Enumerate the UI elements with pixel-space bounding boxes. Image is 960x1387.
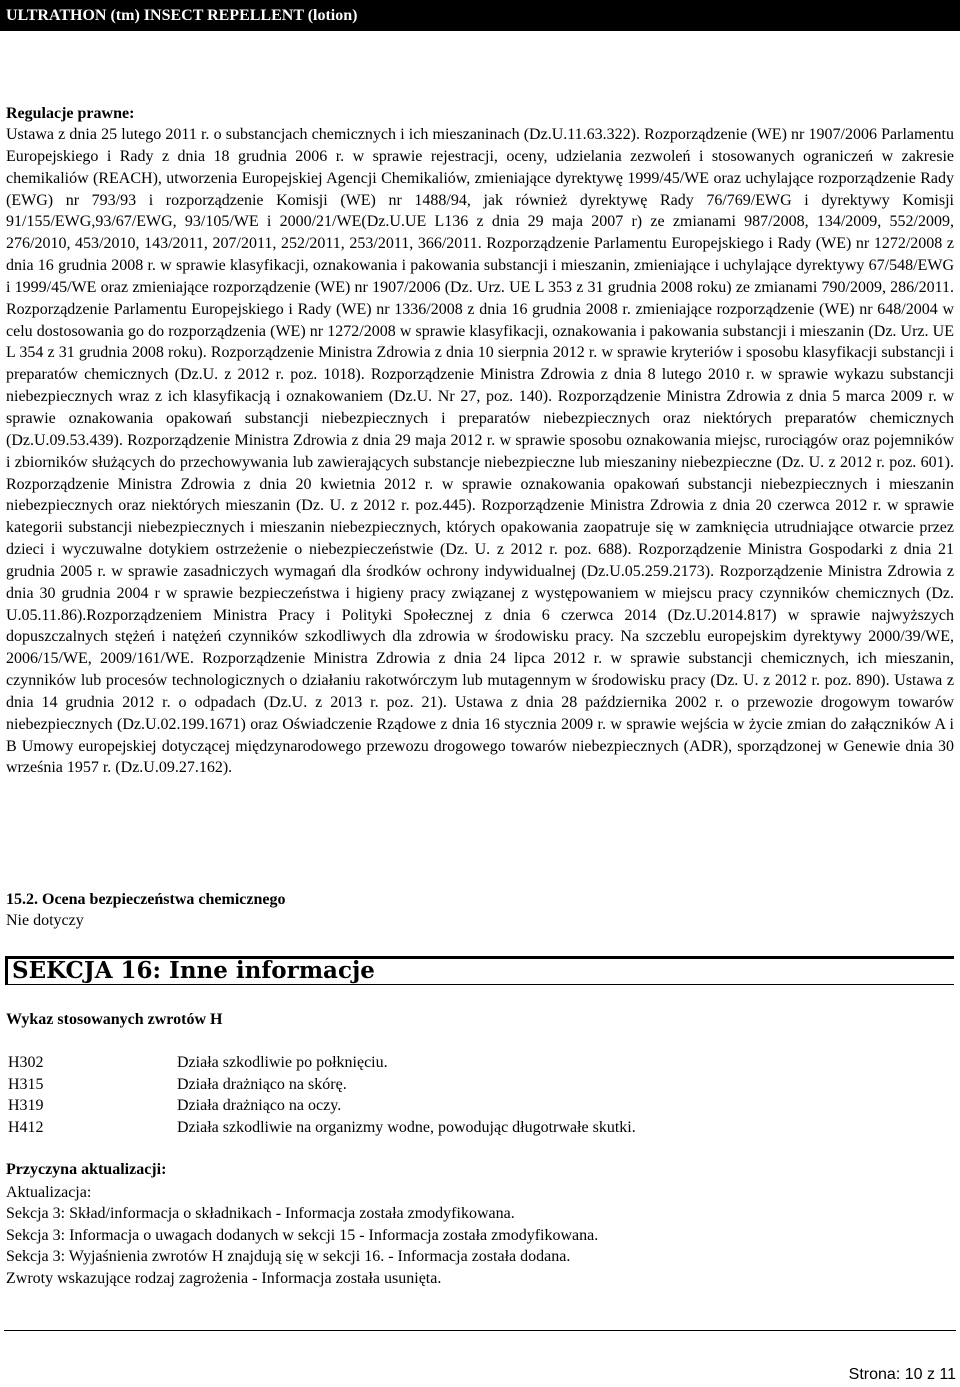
- page-number: Strona: 10 z 11: [848, 1366, 956, 1383]
- update-line: Sekcja 3: Skład/informacja o składnikach - Informacja została zmodyfikowana.: [6, 1205, 515, 1223]
- update-line: Sekcja 3: Informacja o uwagach dodanych w sekcji 15 - Informacja została zmodyfikowana.: [6, 1226, 599, 1244]
- h-statements-heading: Wykaz stosowanych zwrotów H: [6, 1011, 223, 1028]
- h-code: H315: [8, 1075, 44, 1093]
- update-reason-heading: Przyczyna aktualizacji:: [6, 1161, 167, 1178]
- regulations-heading: Regulacje prawne:: [6, 105, 135, 122]
- chemical-safety-text: Nie dotyczy: [6, 912, 84, 929]
- h-description: Działa drażniąco na oczy.: [177, 1097, 342, 1114]
- h-code: H412: [8, 1118, 44, 1136]
- h-description: Działa szkodliwie na organizmy wodne, powodując długotrwałe skutki.: [177, 1118, 636, 1136]
- h-description: Działa drażniąco na skórę.: [177, 1075, 347, 1093]
- regulations-body: Ustawa z dnia 25 lutego 2011 r. o substancjach chemicznych i ich mieszaninach (Dz.U.11.63.322). Rozporządzenie (WE) nr 1907/2006 Parlamentu Europejskiego i Rady z dnia 18 grudnia 2006 r. w sprawie rejestracji, oceny, udzielania zezwoleń i stosowanych ograniczeń w zakresie chemikaliów (REACH), utworzenia Europejskiej Agencji Chemikaliów, zmieniające dyrektywę 1999/45/WE oraz uchylające rozporządzenie Rady (EWG) nr 793/93 i rozporządzenie Komisji (WE) nr 1488/94, jak również dyrektywę Rady 76/769/EWG i dyrektywy Komisji 91/155/EWG,93/67/EWG, 93/105/WE i 2000/21/WE(Dz.U.UE L136 z dnia 29 maja 2007 r) ze zmianami 987/2008, 134/2009, 552/2009, 276/2010, 453/2010, 143/2011, 207/2011, 252/2011, 253/2011, 366/2011. Rozporządzenie Parlamentu Europejskiego i Rady (WE) nr 1272/2008 z dnia 16 grudnia 2008 r. w sprawie klasyfikacji, oznakowania i pakowania substancji i mieszanin, zmieniające i uchylające dyrektywy 67/548/EWG i 1999/45/WE oraz zmieniające rozporządzenie (WE) nr 1907/2006 (Dz. Urz. UE L 353 z 31 grudnia 2008 roku) ze zmianami 790/2009, 286/2011. Rozporządzenie Parlamentu Europejskiego i Rady (WE) nr 1336/2008 z dnia 16 grudnia 2008 r. zmieniające rozporządzenie (WE) nr 648/2004 w celu dostosowania go do rozporządzenia (WE) nr 1272/2008 w sprawie klasyfikacji, oznakowania i pakowania substancji i mieszanin (Dz. Urz. UE L 354 z 31 grudnia 2008 roku). Rozporządzenie Ministra Zdrowia z dnia 10 sierpnia 2012 r. w sprawie kryteriów i sposobu klasyfikacji substancji i preparatów chemicznych (Dz.U. z 2012 r. poz. 1018). Rozporządzenie Ministra Zdrowia z dnia 8 lutego 2010 r. w sprawie wykazu substancji niebezpiecznych wraz z ich klasyfikacją i oznakowaniem (Dz.U. Nr 27, poz. 140). Rozporządzenie Ministra Zdrowia z dnia 5 marca 2009 r. w sprawie oznakowania opakowań substancji niebezpiecznych i preparatów niebezpiecznych oraz niektórych preparatów chemicznych (Dz.U.09.53.439). Rozporządzenie Ministra Zdrowia z dnia 29 maja 2012 r. w sprawie sposobu oznakowania miejsc, rurociągów oraz pojemników i zbiorników służących do przechowywania lub zawierających substancje niebezpieczne lub mieszaniny niebezpieczne (Dz. U. z 2012 r. poz. 601). Rozporządzenie Ministra Zdrowia z dnia 20 kwietnia 2012 r. w sprawie oznakowania opakowań substancji niebezpiecznych i mieszanin niebezpiecznych oraz niektórych mieszanin (Dz. U. z 2012 r. poz.445). Rozporządzenie Ministra Zdrowia z dnia 20 czerwca 2012 r. w sprawie kategorii substancji niebezpiecznych i mieszanin niebezpiecznych, których opakowania zaopatruje się w zamknięcia utrudniające otwarcie przez dzieci i wyczuwalne dotykiem ostrzeżenie o niebezpieczeństwie (Dz. U. z 2012 r. poz. 688). Rozporządzenie Ministra Gospodarki z dnia 21 grudnia 2005 r. w sprawie zasadniczych wymagań dla środków ochrony indywidualnej (Dz.U.05.259.2173). Rozporządzenie Ministra Zdrowia z dnia 30 grudnia 2004 r w sprawie bezpieczeństwa i higieny pracy związanej z występowaniem w miejscu pracy czynników chemicznych (Dz. U.05.11.86).Rozporządzeniem Ministra Pracy i Polityki Społecznej z dnia 6 czerwca 2014 (Dz.U.2014.817) w sprawie najwyższych dopuszczalnych stężeń i natężeń czynników szkodliwych dla zdrowia w środowisku pracy. Na szczeblu europejskim dyrektywy 2000/39/WE, 2006/15/WE, 2009/161/WE. Rozporządzenie Ministra Zdrowia z dnia 24 lipca 2012 r. w sprawie substancji chemicznych, ich mieszanin, czynników lub procesów technologicznych o działaniu rakotwórczym lub mutagennym w środowisku pracy (Dz. U. z 2012 r. poz. 890). Ustawa z dnia 14 grudnia 2012 r. o odpadach (Dz.U. z 2013 r. poz. 21). Ustawa z dnia 28 października 2002 r. o przewozie drogowym towarów niebezpiecznych (Dz.U.02.199.1671) oraz Oświadczenie Rządowe z dnia 16 stycznia 2009 r. w sprawie wejścia w życie zmian do załączników A i B Umowy europejskiej dotyczącej międzynarodowego przewozu drogowego towarów niebezpiecznych (ADR), sporządzonej w Genewie dnia 30 września 1957 r. (Dz.U.09.27.162).: [6, 126, 954, 777]
- chemical-safety-heading: 15.2. Ocena bezpieczeństwa chemicznego: [6, 891, 286, 908]
- update-line: Aktualizacja:: [6, 1184, 92, 1201]
- update-reason-list: [6, 1182, 598, 1289]
- h-code: H319: [8, 1097, 44, 1114]
- document-header: [0, 0, 960, 31]
- footer-divider: [4, 1330, 956, 1331]
- document-title: ULTRATHON (tm) INSECT REPELLENT (lotion): [6, 7, 358, 24]
- update-line: Sekcja 3: Wyjaśnienia zwrotów H znajdują się w sekcji 16. - Informacja została dodana.: [6, 1248, 571, 1266]
- h-description: Działa szkodliwie po połknięciu.: [177, 1054, 388, 1071]
- section-16-title: SEKCJA 16: Inne informacje: [12, 957, 375, 984]
- h-code: H302: [8, 1054, 44, 1071]
- update-line: Zwroty wskazujące rodzaj zagrożenia - Informacja została usunięta.: [6, 1269, 442, 1287]
